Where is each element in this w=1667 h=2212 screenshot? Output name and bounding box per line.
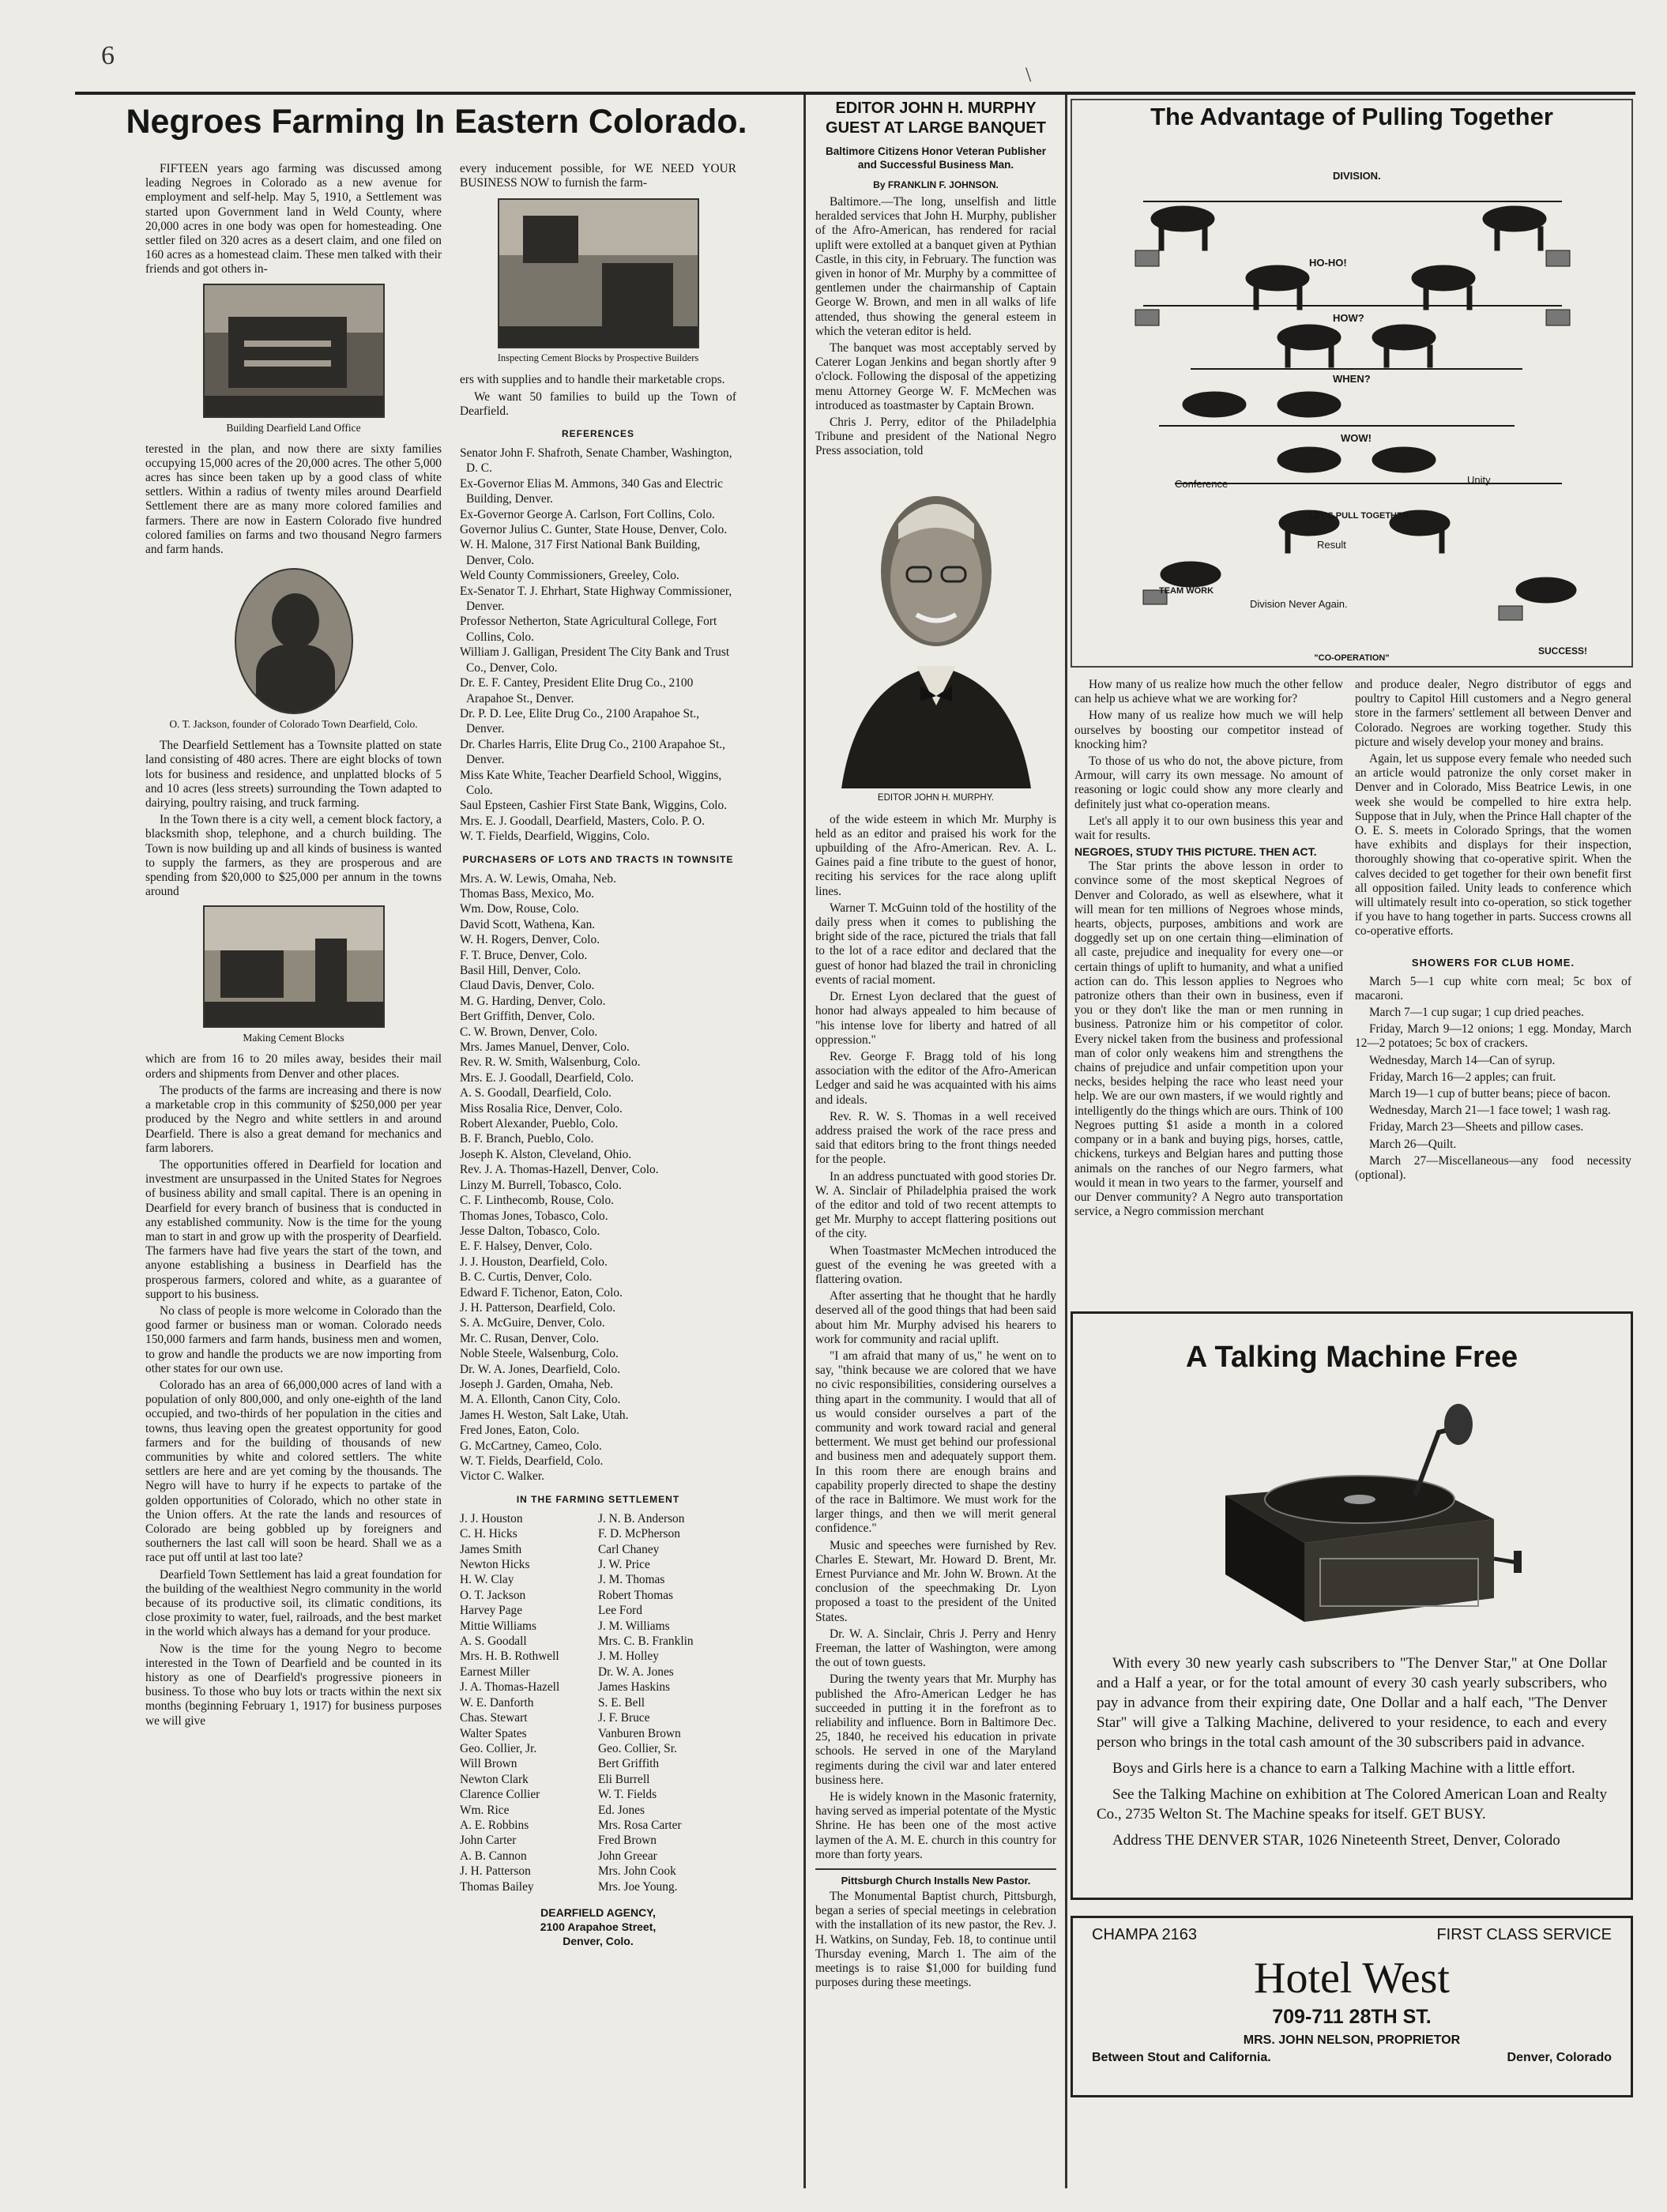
purchasers-heading: PURCHASERS OF LOTS AND TRACTS IN TOWNSITE: [462, 853, 734, 865]
purchaser-item: Joseph K. Alston, Cleveland, Ohio.: [460, 1147, 632, 1161]
settler-item: Clarence Collier: [460, 1788, 540, 1802]
hotel-top-line: [1073, 1918, 1631, 1944]
settler-item: J. M. Williams: [598, 1619, 670, 1633]
purchaser-item: W. T. Fields, Dearfield, Colo.: [460, 1454, 604, 1469]
settlement-list: [460, 1511, 736, 1894]
reference-item: Ex-Governor Elias M. Ammons, 340 Gas and Electric Building, Denver.: [460, 476, 723, 506]
article2-para: Warner T. McGuinn told of the hostility of the daily press when it comes to publishing the bright side of the race, pictured the trials that fall to the lot of a race editor and declared that the guest of honor had blazed the trail in chronicling events of racial moment.: [815, 901, 1056, 987]
reference-item: W. H. Malone, 317 First National Bank Building, Denver, Colo.: [460, 538, 701, 567]
hotel-west-ad: [1071, 1916, 1633, 2097]
settler-item: Ed. Jones: [598, 1803, 645, 1817]
purchaser-item: Rev. J. A. Thomas-Hazell, Denver, Colo.: [460, 1163, 659, 1177]
article2-para: After asserting that he thought that he hardly deserved all of the good things that had been said about him Mr. Murphy advised his hearers to work for community and racial uplift.: [815, 1289, 1056, 1346]
article2-para: Chris J. Perry, editor of the Philadelphia Tribune and president of the National Negro Press association, told: [815, 416, 1056, 458]
hotel-street: 709-711 28TH ST.: [1272, 2006, 1432, 2028]
purchaser-item: Edward F. Tichenor, Eaton, Colo.: [460, 1285, 623, 1300]
settler-item: John Carter: [460, 1834, 517, 1848]
article2-para: The banquet was most acceptably served by Caterer Logan Jenkins and began shortly after 9 o'clock. Following the disposal of the appetizing menu Attorney George W. F. McMechen was introduced as toastmaster by Captain Brown.: [815, 341, 1056, 412]
purchaser-item: B. F. Branch, Pueblo, Colo.: [460, 1132, 594, 1146]
cartoon-label-result: Result: [1317, 539, 1346, 551]
photo-jackson-portrait: [235, 568, 353, 714]
settler-item: Fred Brown: [598, 1834, 657, 1848]
settler-item: Newton Hicks: [460, 1558, 530, 1572]
settler-item: Harvey Page: [460, 1604, 523, 1618]
agency-line: 2100 Arapahoe Street,: [540, 1920, 657, 1933]
settler-item: Chas. Stewart: [460, 1711, 528, 1725]
article1-para: In the Town there is a city well, a cement block factory, a blacksmith shop, telephone, and a church building. The Town is now building up and all kinds of business is wanted to supply the farmers, as they are prosperous and are spending from $20,000 to $25,000 per annum in the towns around: [145, 813, 442, 899]
column-rule-1: [803, 95, 806, 2188]
article1-para: Now is the time for the young Negro to become interested in the Town of Dearfield and be counted in its history as one of Dearfield's progressive pioneers in business. To those who buy lots or tracts within the next six months (beginning February 1, 1917) for business purposes we will give: [145, 1642, 442, 1728]
article2-para: Rev. R. W. S. Thomas in a well received address praised the work of the race press and said that editors bring to the front things needed for the people.: [815, 1109, 1056, 1167]
shower-item: Friday, March 9—12 onions; 1 egg. Monday, March 12—2 potatoes; 5c box of crackers.: [1355, 1022, 1631, 1051]
cooperation-column-right: [1355, 678, 1631, 1310]
photo-inspecting-blocks: [498, 198, 699, 348]
reference-item: William J. Galligan, President The City Bank and Trust Co., Denver, Colo.: [460, 645, 730, 675]
hotel-service: FIRST CLASS SERVICE: [1436, 1926, 1612, 1943]
settler-item: Geo. Collier, Jr.: [460, 1741, 537, 1755]
hotel-bottom-line: [1073, 2048, 1631, 2065]
cartoon-label-wow: WOW!: [1341, 432, 1372, 444]
talking-machine-title: A Talking Machine Free: [1185, 1341, 1518, 1374]
page-mark-center: \: [1025, 63, 1032, 86]
reference-item: Saul Epsteen, Cashier First State Bank, Wiggins, Colo.: [460, 799, 728, 813]
purchaser-item: Victor C. Walker.: [460, 1469, 544, 1484]
settlement-list-right: [598, 1511, 736, 1894]
article2-byline: By FRANKLIN F. JOHNSON.: [873, 179, 999, 190]
purchaser-item: Claud Davis, Denver, Colo.: [460, 979, 595, 993]
purchaser-item: Thomas Bass, Mexico, Mo.: [460, 886, 595, 901]
cooperation-para: How many of us realize how much we will help ourselves by boosting our competitor instead of knocking him?: [1074, 709, 1343, 751]
purchaser-item: C. W. Brown, Denver, Colo.: [460, 1025, 598, 1039]
agency-line: Denver, Colo.: [563, 1934, 634, 1947]
reference-item: Ex-Senator T. J. Ehrhart, State Highway Commissioner, Denver.: [460, 584, 732, 614]
shower-item: Wednesday, March 21—1 face towel; 1 wash rag.: [1369, 1104, 1611, 1118]
hotel-name: Hotel West: [1254, 1954, 1450, 2003]
purchaser-item: W. H. Rogers, Denver, Colo.: [460, 933, 600, 947]
reference-item: Professor Netherton, State Agricultural College, Fort Collins, Colo.: [460, 615, 717, 644]
shower-item: Friday, March 23—Sheets and pillow cases.: [1369, 1120, 1584, 1134]
photo-cement-blocks-caption: Making Cement Blocks: [243, 1032, 344, 1044]
cartoon-title: The Advantage of Pulling Together: [1150, 103, 1553, 130]
cartoon-label-hoho: HO-HO!: [1309, 257, 1347, 269]
photo-jackson-caption: O. T. Jackson, founder of Colorado Town Dearfield, Colo.: [169, 718, 418, 731]
cooperation-para: How many of us realize how much the other fellow can help us achieve what we are working for?: [1074, 678, 1343, 706]
article1-col2-top: every inducement possible, for WE NEED YOUR BUSINESS NOW to furnish the farm-: [460, 162, 736, 190]
settler-item: J. W. Price: [598, 1558, 650, 1572]
purchaser-item: Mrs. James Manuel, Denver, Colo.: [460, 1040, 630, 1055]
settler-item: Mittie Williams: [460, 1619, 536, 1633]
reference-item: Senator John F. Shafroth, Senate Chamber, Washington, D. C.: [460, 446, 732, 476]
article1-col2-para: We want 50 families to build up the Town of Dearfield.: [460, 389, 736, 418]
purchaser-item: James H. Weston, Salt Lake, Utah.: [460, 1408, 629, 1422]
settler-item: J. F. Bruce: [598, 1711, 650, 1725]
photo-cement-blocks: [203, 905, 385, 1028]
settlement-list-left: [460, 1511, 598, 1894]
settler-item: Carl Chaney: [598, 1542, 660, 1556]
cooperation-para: Again, let us suppose every female who needed such an article would patronize the only corset maker in Denver and in Colorado, Miss Beatrice Lewis, in one week she would be compelled to hire extra help. Suppose that in July, when the Prince Hall chapter of the O. E. S. meets in Colorado Springs, that the women have exhibits and displays for their inspection, thoroughly showing that co-operative spirit. When the calves decided to get together for their own benefit first all opposition failed. Unity leads to conference which will ultimately result into co-operation, so stick together if you have to hang together in parts. Success crowns all co-operative efforts.: [1355, 752, 1631, 939]
purchaser-item: Rev. R. W. Smith, Walsenburg, Colo.: [460, 1055, 641, 1070]
settler-item: J. M. Thomas: [598, 1573, 665, 1587]
shower-item: March 26—Quilt.: [1369, 1137, 1457, 1151]
article2-para: "I am afraid that many of us," he went on to say, "think because we are colored that we have no civic responsibilities, considering ourselves a thing apart in the community. I would that all of us would consider ourselves a part of the community and work toward racial and general betterment. We must get behind our professional and business men and adequately support them. In this room there are enough brains and capability properly directed to shape the destiny of the race in Baltimore. We must work for the larger things, and then we will merit general confidence.": [815, 1349, 1056, 1536]
purchaser-item: Fred Jones, Eaton, Colo.: [460, 1424, 580, 1438]
article1-col2-para: ers with supplies and to handle their marketable crops.: [460, 373, 725, 387]
hotel-city: Denver, Colorado: [1507, 2051, 1612, 2064]
photo-land-office: [203, 284, 385, 418]
reference-item: Miss Kate White, Teacher Dearfield School, Wiggins, Colo.: [460, 768, 722, 797]
reference-item: Governor Julius C. Gunter, State House, Denver, Colo.: [460, 523, 728, 537]
settler-item: F. D. McPherson: [598, 1527, 680, 1541]
cooperation-para: The Star prints the above lesson in order to convince some of the most skeptical Negroes of Denver and Colorado, as well as elsewhere, what it will mean for ten millions of Negroes whose minds, hearts, objects, purposes, ambitions and work are doggedly set up on one certain thing—elimination of all caste, prejudice and inequality for every one—or certain things of uplift to humanity, and what a unified action can do. This lesson applies to Negroes who patronize others than their own in business, even if you or they don't like the man or men running in business. Patronize him or his competitor of color. Every nickel taken from the business and professional man of color only weakens him and strengthens the chains of prejudice and unfair competition upon your necks, besides helping the race who least need your help. We are our own masters, if we would rightly and intelligently do the things which are ours. Think of 100 Negroes putting $1 aside a month in a colored company or in a bank and buying pigs, horses, cattle, chickens, turkeys and Belgian hares and putting those animals on the ranches of our Negro farmers, what would it mean in two years to the farmer, yourself and our Denver community? A Negro auto transportation service, a Negro commission merchant: [1074, 860, 1343, 1219]
reference-item: Weld County Commissioners, Greeley, Colo.: [460, 569, 679, 583]
cartoon-label-unity: Unity: [1467, 474, 1491, 486]
settlement-heading: IN THE FARMING SETTLEMENT: [516, 1493, 680, 1505]
settler-item: S. E. Bell: [598, 1695, 645, 1710]
purchaser-item: Wm. Dow, Rouse, Colo.: [460, 902, 579, 916]
article2-para: of the wide esteem in which Mr. Murphy is held as an editor and praised his work for the upbuilding of the Afro-American. Rev. A. L. Gaines paid a fine tribute to the guest of honor, reciting his services for the race along uplift lines.: [815, 812, 1056, 898]
article1-intro: [145, 162, 442, 277]
hotel-proprietor: MRS. JOHN NELSON, PROPRIETOR: [1243, 2033, 1461, 2047]
article1-para: The opportunities offered in Dearfield for location and investment are unsurpassed in the United States for Negroes of business ability and small capital. There is an opening in Dearfield for every branch of business that is conducted in any established community. Now is the time for the young man to start in and grow up with the prosperity of Dearfield. The farmers have had five years the start of the town, and anyone establishing a business in Dearfield has the prosperous farmers, colored and white, as a guarantee of support to his business.: [145, 1157, 442, 1301]
settler-item: J. J. Houston: [460, 1511, 523, 1525]
article1-column-b: [460, 162, 736, 2161]
agency-line: DEARFIELD AGENCY,: [540, 1905, 656, 1919]
purchaser-item: Basil Hill, Denver, Colo.: [460, 964, 581, 978]
article1-para: No class of people is more welcome in Colorado than the good farmer or business man or woman. Colorado needs 150,000 farmers and farm hands, business men and women, to grow and handle the products we are now importing from other states for our own use.: [145, 1304, 442, 1375]
article2-para: Dr. Ernest Lyon declared that the guest of honor had always appealed to him because of "his intense love for liberty and hatred of all oppression.": [815, 990, 1056, 1047]
cartoon-label-success: SUCCESS!: [1538, 645, 1588, 656]
article1-para: Dearfield Town Settlement has laid a great foundation for the building of the wealthiest Negro community in the world because of its productive soil, its climatic conditions, its close proximity to water, fuel, railroads, and the best market in the world which always has a demand for your produce.: [145, 1567, 442, 1639]
reference-item: Mrs. E. J. Goodall, Dearfield, Masters, Colo. P. O.: [460, 814, 705, 828]
article1-para: terested in the plan, and now there are sixty families occupying 15,000 acres of the 20,000 acres. The other 5,000 acres has since been taken up by a good class of white settlers. Within a radius of twenty miles around Dearfield Settlement there are as many more colored families and farmers. There are now in Eastern Colorado five hundred colored families on farms and two thousand Negro farmers and farm hands.: [145, 442, 442, 557]
cooperation-para: and produce dealer, Negro distributor of eggs and poultry to Capitol Hill customers and a Negro general store in the farmers' settlement all between Denver and Colorado. Negroes are working together. Study this picture and wisely develop your money and brains.: [1355, 678, 1631, 749]
dearfield-agency: [460, 1905, 736, 1948]
cooperation-column-left: [1074, 678, 1343, 1310]
purchaser-item: David Scott, Wathena, Kan.: [460, 917, 596, 931]
portrait-murphy: [826, 468, 1047, 788]
purchaser-item: Miss Rosalia Rice, Denver, Colo.: [460, 1101, 623, 1115]
photo-land-office-caption: Building Dearfield Land Office: [226, 421, 361, 434]
settler-item: A. S. Goodall: [460, 1635, 527, 1649]
cartoon-label-never-again: Division Never Again.: [1250, 598, 1348, 610]
article2-para: Dr. W. A. Sinclair, Chris J. Perry and Henry Freeman, the latter of Washington, were among the out of town guests.: [815, 1627, 1056, 1670]
settler-item: James Smith: [460, 1542, 522, 1556]
cooperation-para: To those of us who do not, the above picture, from Armour, will carry its own message. No amount of reasoning or logic could show any more clearly and definitely just what co-operation means.: [1074, 754, 1343, 811]
article1-para: Colorado has an area of 66,000,000 acres of land with a population of only 800,000, and only one-eighth of the land occupied, and two-thirds of her population in the cities and towns, thus leaving open the greatest opportunity for good farmers and for the building of thousands of new communities by white and colored settlers. The white settlers are here and are yet coming by the thousands. The Negro will have to hurry if he expects to partake of the golden opportunities of Colorado, which no other state in the Union offers. At the rate the lands and resources of Colorado are being gobbled up by foreigners and southerners the last call will soon be heard. Shall we as a race put off until at last too late?: [145, 1378, 442, 1565]
settler-item: W. E. Danforth: [460, 1695, 534, 1710]
purchaser-item: S. A. McGuire, Denver, Colo.: [460, 1316, 605, 1330]
settler-item: Robert Thomas: [598, 1588, 674, 1602]
article2-para: During the twenty years that Mr. Murphy has published the Afro-American Ledger he has succeeded in putting it in the forefront as to reliability and influence. Born in Baltimore Dec. 25, 1840, he received his education in private schools. He served in one of the Maryland regiments during the civil war and later entered business here.: [815, 1672, 1056, 1787]
pittsburgh-brief-heading: Pittsburgh Church Installs New Pastor.: [841, 1875, 1031, 1887]
article2-para: In an address punctuated with good stories Dr. W. A. Sinclair of Philadelphia praised the work of the editor and told of two recent attempts to get Mr. Murphy to accept flattering positions out of the city.: [815, 1169, 1056, 1241]
settler-item: John Greear: [598, 1849, 657, 1863]
settler-item: Vanburen Brown: [598, 1726, 681, 1740]
settler-item: Dr. W. A. Jones: [598, 1665, 674, 1679]
shower-item: March 7—1 cup sugar; 1 cup dried peaches.: [1369, 1006, 1584, 1020]
article2-body: [815, 813, 1056, 1862]
reference-item: Dr. E. F. Cantey, President Elite Drug Co., 2100 Arapahoe St., Denver.: [460, 676, 694, 705]
talking-machine-body: With every 30 new yearly cash subscribers to "The Denver Star," at One Dollar and a Half a year, or for the total amount of every 30 cash yearly subscribers, who pay in advance from their expiring date, One Dollar and a half each, "The Denver Star" will give a Talking Machine, delivered to your residence, to each and every person who brings in the total cash amount of the 30 subscribers paid in advance.: [1097, 1654, 1607, 1751]
article2-para: Baltimore.—The long, unselfish and little heralded services that John H. Murphy, publisher of the Afro-American, has rendered for racial uplift were extolled at a banquet given at Pythian Castle, in this city, in February. The function was given in honor of Mr. Murphy by a committee of gentlemen under the chairmanship of Captain George W. Brown, and men in all walks of life attended, thus showing the general esteem in which the veteran editor is held.: [815, 195, 1056, 338]
settler-item: Earnest Miller: [460, 1665, 530, 1679]
settler-item: Mrs. H. B. Rothwell: [460, 1650, 559, 1664]
talking-machine-boys: Boys and Girls here is a chance to earn a Talking Machine with a little effort.: [1112, 1759, 1575, 1777]
talking-machine-body-wrap: [1073, 1646, 1631, 1850]
shower-item: Wednesday, March 14—Can of syrup.: [1369, 1053, 1556, 1067]
purchaser-item: E. F. Halsey, Denver, Colo.: [460, 1240, 593, 1254]
cartoon-label-pull: LET'S PULL TOGETHER: [1309, 511, 1409, 521]
cartoon-label-teamwork: TEAM WORK: [1159, 586, 1214, 596]
settler-item: Bert Griffith: [598, 1757, 660, 1771]
settler-item: W. T. Fields: [598, 1788, 657, 1802]
shower-item: March 27—Miscellaneous—any food necessity (optional).: [1355, 1153, 1631, 1183]
article2-deck: Baltimore Citizens Honor Veteran Publisher and Successful Business Man.: [825, 145, 1047, 171]
cartoon-label-when: WHEN?: [1333, 373, 1371, 385]
purchaser-item: Mrs. E. J. Goodall, Dearfield, Colo.: [460, 1070, 634, 1085]
purchaser-item: M. G. Harding, Denver, Colo.: [460, 994, 606, 1008]
settler-item: Mrs. Joe Young.: [598, 1879, 678, 1894]
settler-item: H. W. Clay: [460, 1573, 514, 1587]
purchaser-item: C. F. Linthecomb, Rouse, Colo.: [460, 1194, 614, 1208]
portrait-murphy-drawing: [826, 468, 1047, 788]
article1-headline: Negroes Farming In Eastern Colorado.: [126, 103, 747, 141]
cartoon-label-how: HOW?: [1333, 312, 1364, 324]
purchaser-item: Linzy M. Burrell, Tobasco, Colo.: [460, 1178, 622, 1192]
purchaser-item: F. T. Bruce, Denver, Colo.: [460, 948, 588, 962]
photo-inspecting-caption: Inspecting Cement Blocks by Prospective Builders: [497, 352, 699, 364]
cartoon-label-division: DIVISION.: [1333, 170, 1381, 182]
cooperation-para: Let's all apply it to our own business this year and wait for results.: [1074, 814, 1343, 843]
showers-list: [1355, 975, 1631, 1183]
references-heading: REFERENCES: [561, 428, 634, 440]
shower-item: Friday, March 16—2 apples; can fruit.: [1369, 1070, 1556, 1084]
page-mark-left: 6: [101, 41, 115, 70]
settler-item: J. A. Thomas-Hazell: [460, 1680, 560, 1695]
pittsburgh-brief-text: The Monumental Baptist church, Pittsburgh, began a series of special meetings in celebration with the installation of its new pastor, the Rev. J. H. Watkins, on Sunday, Feb. 18, to continue until Thursday evening, March 1. The aim of the meetings is to raise $1,000 for building fund purposes during these meetings.: [815, 1890, 1056, 1990]
purchaser-item: Thomas Jones, Tobasco, Colo.: [460, 1209, 608, 1223]
settler-item: Mrs. Rosa Carter: [598, 1818, 682, 1832]
talking-machine-ad: [1071, 1311, 1633, 1900]
top-rule: [75, 92, 1635, 95]
purchaser-item: Mrs. A. W. Lewis, Omaha, Neb.: [460, 871, 616, 886]
settler-item: Wm. Rice: [460, 1803, 510, 1817]
purchaser-item: Joseph J. Garden, Omaha, Neb.: [460, 1377, 614, 1391]
talking-machine-address: Address THE DENVER STAR, 1026 Nineteenth Street, Denver, Colorado: [1112, 1831, 1560, 1849]
article2-para: When Toastmaster McMechen introduced the guest of the evening he was greeted with a flattering ovation.: [815, 1243, 1056, 1286]
hotel-between: Between Stout and California.: [1092, 2051, 1271, 2064]
settler-item: C. H. Hicks: [460, 1527, 517, 1541]
purchaser-item: Bert Griffith, Denver, Colo.: [460, 1010, 595, 1024]
cartoon-label-cooperation: "CO-OPERATION": [1314, 653, 1390, 663]
settler-item: J. H. Patterson: [460, 1864, 531, 1879]
shower-item: March 5—1 cup white corn meal; 5c box of macaroni.: [1355, 974, 1631, 1003]
settler-item: Thomas Bailey: [460, 1879, 534, 1894]
settler-item: A. E. Robbins: [460, 1818, 529, 1832]
talking-machine-see: See the Talking Machine on exhibition at The Colored American Loan and Realty Co., 2735 Welton St. The Machine speaks for itself. GET BUSY.: [1097, 1785, 1607, 1823]
cooperation-cartoon: [1071, 99, 1633, 668]
article2-para: Music and speeches were furnished by Rev. Charles E. Stewart, Mr. Howard D. Brent, Mr. Ernest Purviance and Mr. John W. Brown. At the conclusion of the speechmaking Dr. Lyon proposed a toast to the president of the United States.: [815, 1538, 1056, 1624]
reference-item: Dr. P. D. Lee, Elite Drug Co., 2100 Arapahoe St., Denver.: [460, 706, 700, 736]
shower-item: March 19—1 cup of butter beans; piece of bacon.: [1369, 1087, 1611, 1101]
settler-item: J. N. B. Anderson: [598, 1511, 685, 1525]
cartoon-label-conference: Conference: [1175, 478, 1229, 490]
article2-headline: EDITOR JOHN H. MURPHY GUEST AT LARGE BANQUET: [826, 100, 1046, 137]
purchaser-item: Noble Steele, Walsenburg, Colo.: [460, 1347, 619, 1361]
hotel-phone: CHAMPA 2163: [1092, 1926, 1198, 1943]
purchaser-item: Dr. W. A. Jones, Dearfield, Colo.: [460, 1362, 621, 1376]
purchaser-item: J. H. Patterson, Dearfield, Colo.: [460, 1300, 616, 1315]
article2-para: He is widely known in the Masonic fraternity, having served as imperial potentate of the Mystic Shrine. He has been one of the most active laymen of the A. M. E. church in this country for more than forty years.: [815, 1790, 1056, 1861]
article1-para: The products of the farms are increasing and there is now a marketable crop in this community of $250,000 per year produced by the Negro and white settlers in and around Dearfield. There is also a great demand for mechanics and farm laborers.: [145, 1083, 442, 1155]
settler-item: J. M. Holley: [598, 1650, 659, 1664]
settler-item: Mrs. C. B. Franklin: [598, 1635, 694, 1649]
portrait-murphy-caption: EDITOR JOHN H. MURPHY.: [877, 792, 995, 803]
reference-item: Ex-Governor George A. Carlson, Fort Collins, Colo.: [460, 507, 715, 521]
purchaser-item: G. McCartney, Cameo, Colo.: [460, 1439, 602, 1453]
pittsburgh-brief: [815, 1868, 1056, 1990]
settler-item: Mrs. John Cook: [598, 1864, 676, 1879]
purchaser-item: Mr. C. Rusan, Denver, Colo.: [460, 1331, 599, 1345]
purchaser-item: M. A. Ellonth, Canon City, Colo.: [460, 1393, 621, 1407]
settler-item: Walter Spates: [460, 1726, 527, 1740]
cooperation-subhead: NEGROES, STUDY THIS PICTURE. THEN ACT.: [1074, 845, 1317, 859]
references-list: [460, 446, 736, 845]
purchasers-list: [460, 871, 736, 1484]
settler-item: Newton Clark: [460, 1772, 529, 1786]
purchaser-item: Robert Alexander, Pueblo, Colo.: [460, 1117, 619, 1131]
article2-column: [815, 99, 1056, 2169]
settler-item: A. B. Cannon: [460, 1849, 527, 1863]
article1-column-a: [145, 162, 442, 2161]
settler-item: Eli Burrell: [598, 1772, 650, 1786]
settler-item: Will Brown: [460, 1757, 517, 1771]
article1-para: FIFTEEN years ago farming was discussed among leading Negroes in Colorado as a new avenue for employment and self-help. May 5, 1910, a Settlement was started upon Government land in Weld County, where 20,000 acres in one body was open for homesteading. One settler filed on 320 acres as a desert claim, and one filed on 160 acres as a homestead claim. These men talked with their friends and got others in-: [145, 162, 442, 276]
settler-item: Geo. Collier, Sr.: [598, 1741, 677, 1755]
settler-item: James Haskins: [598, 1680, 671, 1695]
settler-item: Lee Ford: [598, 1604, 642, 1618]
reference-item: Dr. Charles Harris, Elite Drug Co., 2100 Arapahoe St., Denver.: [460, 737, 725, 767]
column-rule-2: [1065, 95, 1067, 2188]
showers-heading: SHOWERS FOR CLUB HOME.: [1411, 956, 1575, 969]
purchaser-item: Jesse Dalton, Tobasco, Colo.: [460, 1224, 600, 1238]
reference-item: W. T. Fields, Dearfield, Wiggins, Colo.: [460, 830, 650, 844]
phonograph-illustration: [1178, 1385, 1526, 1646]
settler-item: O. T. Jackson: [460, 1588, 526, 1602]
article1-para: which are from 16 to 20 miles away, besides their mail orders and shipments from Denver and other places.: [145, 1052, 442, 1081]
purchaser-item: B. C. Curtis, Denver, Colo.: [460, 1270, 593, 1285]
purchaser-item: J. J. Houston, Dearfield, Colo.: [460, 1255, 608, 1269]
article2-para: Rev. George F. Bragg told of his long association with the editor of the Afro-American Ledger and said he was acquainted with his aims and ideals.: [815, 1049, 1056, 1107]
article1-para: The Dearfield Settlement has a Townsite platted on state land consisting of 480 acres. There are eight blocks of town lots for business and residence, and unplatted blocks of 5 and 10 acres (less streets) surrounding the Town adapted to dairying, poultry raising, and truck farming.: [145, 739, 442, 811]
purchaser-item: A. S. Goodall, Dearfield, Colo.: [460, 1086, 611, 1100]
